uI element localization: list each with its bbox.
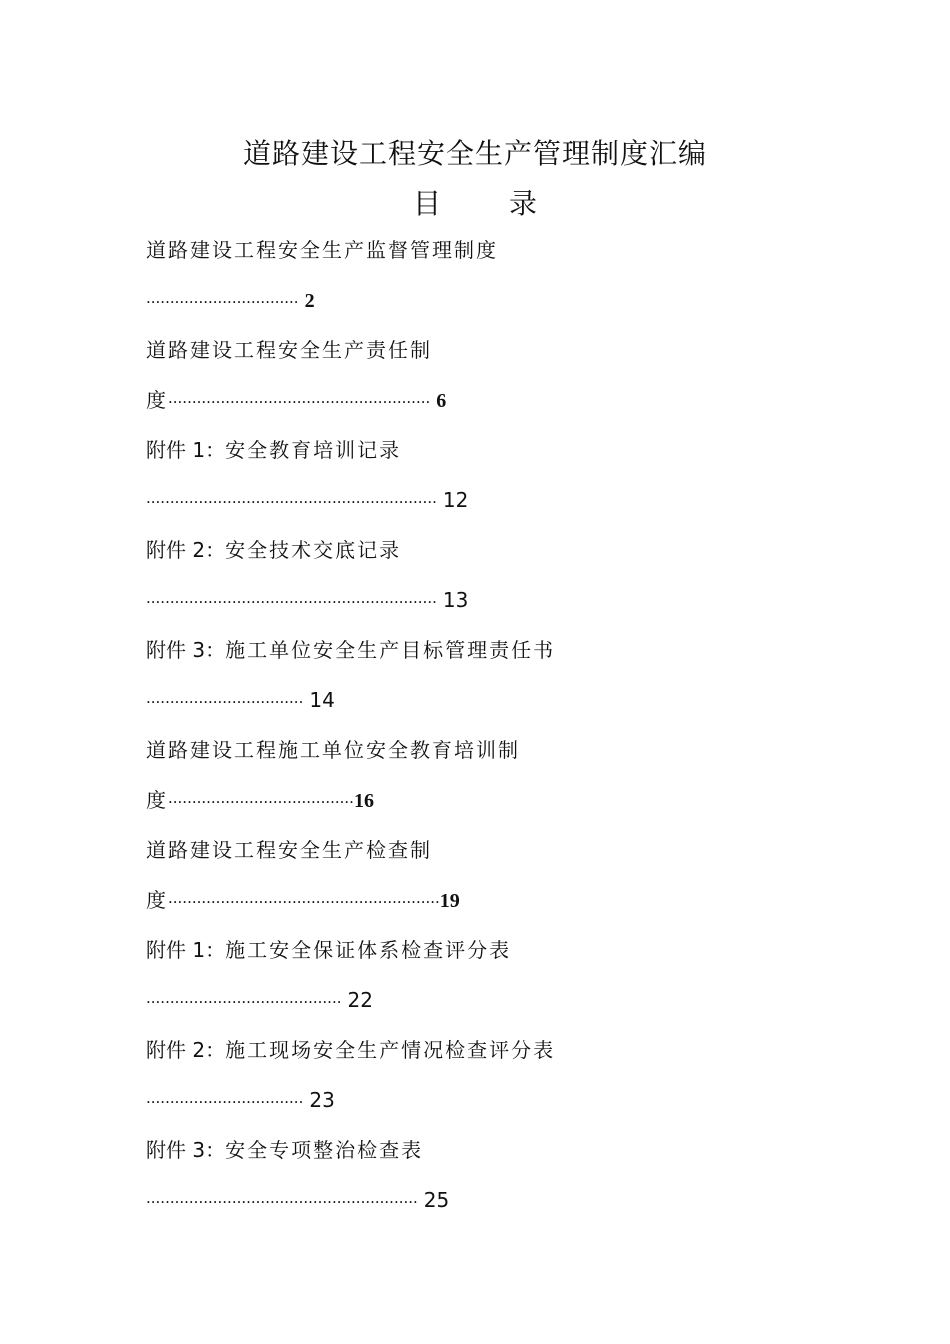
toc-entry-leader-line: [146, 880, 846, 930]
toc-page-number: 16: [353, 790, 374, 812]
toc-dot-leader: ·································: [146, 693, 304, 711]
toc-dot-leader: ·······················································: [168, 393, 431, 411]
toc-entry-title: 道路建设工程安全生产监督管理制度: [146, 238, 498, 262]
toc-entry-title-line: [146, 330, 846, 380]
toc-entry-prefix: 附件 2：: [146, 1038, 226, 1062]
toc-entry-prefix: 附件 1：: [146, 938, 226, 962]
toc-entry-leader-line: [146, 280, 846, 330]
toc-entry[interactable]: [146, 630, 846, 730]
toc-page-number: 13: [442, 588, 469, 612]
toc-entry-title: 安全专项整治检查表: [225, 1138, 424, 1162]
toc-entry-title-continuation: 度: [146, 388, 168, 412]
toc-entry-prefix: 附件 2：: [146, 538, 226, 562]
toc-entry-title-line: [146, 230, 846, 280]
toc-entry[interactable]: [146, 1030, 846, 1130]
toc-entry-title: 道路建设工程安全生产责任制: [146, 338, 432, 362]
toc-entry-leader-line: [146, 980, 846, 1030]
toc-entry-title: 施工现场安全生产情况检查评分表: [225, 1038, 556, 1062]
toc-entry-title: 安全技术交底记录: [225, 538, 402, 562]
toc-dot-leader: ·······································: [168, 793, 354, 811]
toc-entry[interactable]: [146, 330, 846, 430]
toc-entry-leader-line: [146, 680, 846, 730]
toc-entry-title-line: [146, 1130, 846, 1180]
toc-entry-prefix: 附件 3：: [146, 1138, 226, 1162]
toc-heading: [0, 182, 950, 222]
toc-entry-title: 施工安全保证体系检查评分表: [225, 938, 512, 962]
toc-page-number: 23: [309, 1088, 335, 1112]
toc-entry[interactable]: [146, 1130, 846, 1230]
toc-dot-leader: ·····························································: [146, 493, 437, 511]
toc-entry[interactable]: [146, 530, 846, 630]
toc-entry-title: 安全教育培训记录: [225, 438, 402, 462]
toc-entry-title-line: [146, 1030, 846, 1080]
toc-entry-title-line: [146, 530, 846, 580]
toc-dot-leader: ·····························································: [146, 593, 437, 611]
toc-entry-leader-line: [146, 380, 846, 430]
toc-entry-leader-line: [146, 580, 846, 630]
toc-entry[interactable]: [146, 730, 846, 830]
toc-entry-title-line: [146, 430, 846, 480]
toc-dot-leader: ································: [146, 293, 299, 311]
toc-dot-leader: ·········································: [146, 993, 342, 1011]
toc-entry-title: 道路建设工程安全生产检查制: [146, 838, 432, 862]
toc-page-number: 25: [423, 1188, 450, 1212]
toc-entry[interactable]: [146, 430, 846, 530]
toc-entry-title-continuation: 度: [146, 888, 168, 912]
toc-entry[interactable]: [146, 830, 846, 930]
toc-page-number: 22: [347, 988, 373, 1012]
toc-page-number: 2: [304, 290, 315, 312]
toc-page-number: 14: [309, 688, 335, 712]
toc-entry-prefix: 附件 1：: [146, 438, 226, 462]
toc-entry-title-line: [146, 830, 846, 880]
toc-dot-leader: ·························································: [146, 1193, 418, 1211]
toc-entry-leader-line: [146, 780, 846, 830]
toc-entry-title-line: [146, 730, 846, 780]
toc-entry-title-line: [146, 630, 846, 680]
toc-dot-leader: ·································: [146, 1093, 304, 1111]
toc-entry-title-line: [146, 930, 846, 980]
toc-entry-title: 施工单位安全生产目标管理责任书: [225, 638, 556, 662]
toc-entry-leader-line: [146, 480, 846, 530]
table-of-contents: [146, 230, 846, 1230]
toc-entry[interactable]: [146, 230, 846, 330]
toc-entry[interactable]: [146, 930, 846, 1030]
toc-page-number: 6: [436, 390, 447, 412]
toc-entry-leader-line: [146, 1080, 846, 1130]
toc-entry-leader-line: [146, 1180, 846, 1230]
toc-dot-leader: ·························································: [168, 893, 440, 911]
toc-entry-title: 道路建设工程施工单位安全教育培训制: [146, 738, 520, 762]
toc-heading-char: 目: [412, 187, 441, 220]
toc-page-number: 12: [442, 488, 469, 512]
document-title: 道路建设工程安全生产管理制度汇编: [242, 137, 707, 170]
toc-page-number: 19: [439, 890, 460, 912]
toc-heading-char: 录: [509, 187, 538, 220]
toc-entry-prefix: 附件 3：: [146, 638, 226, 662]
toc-entry-title-continuation: 度: [146, 788, 168, 812]
